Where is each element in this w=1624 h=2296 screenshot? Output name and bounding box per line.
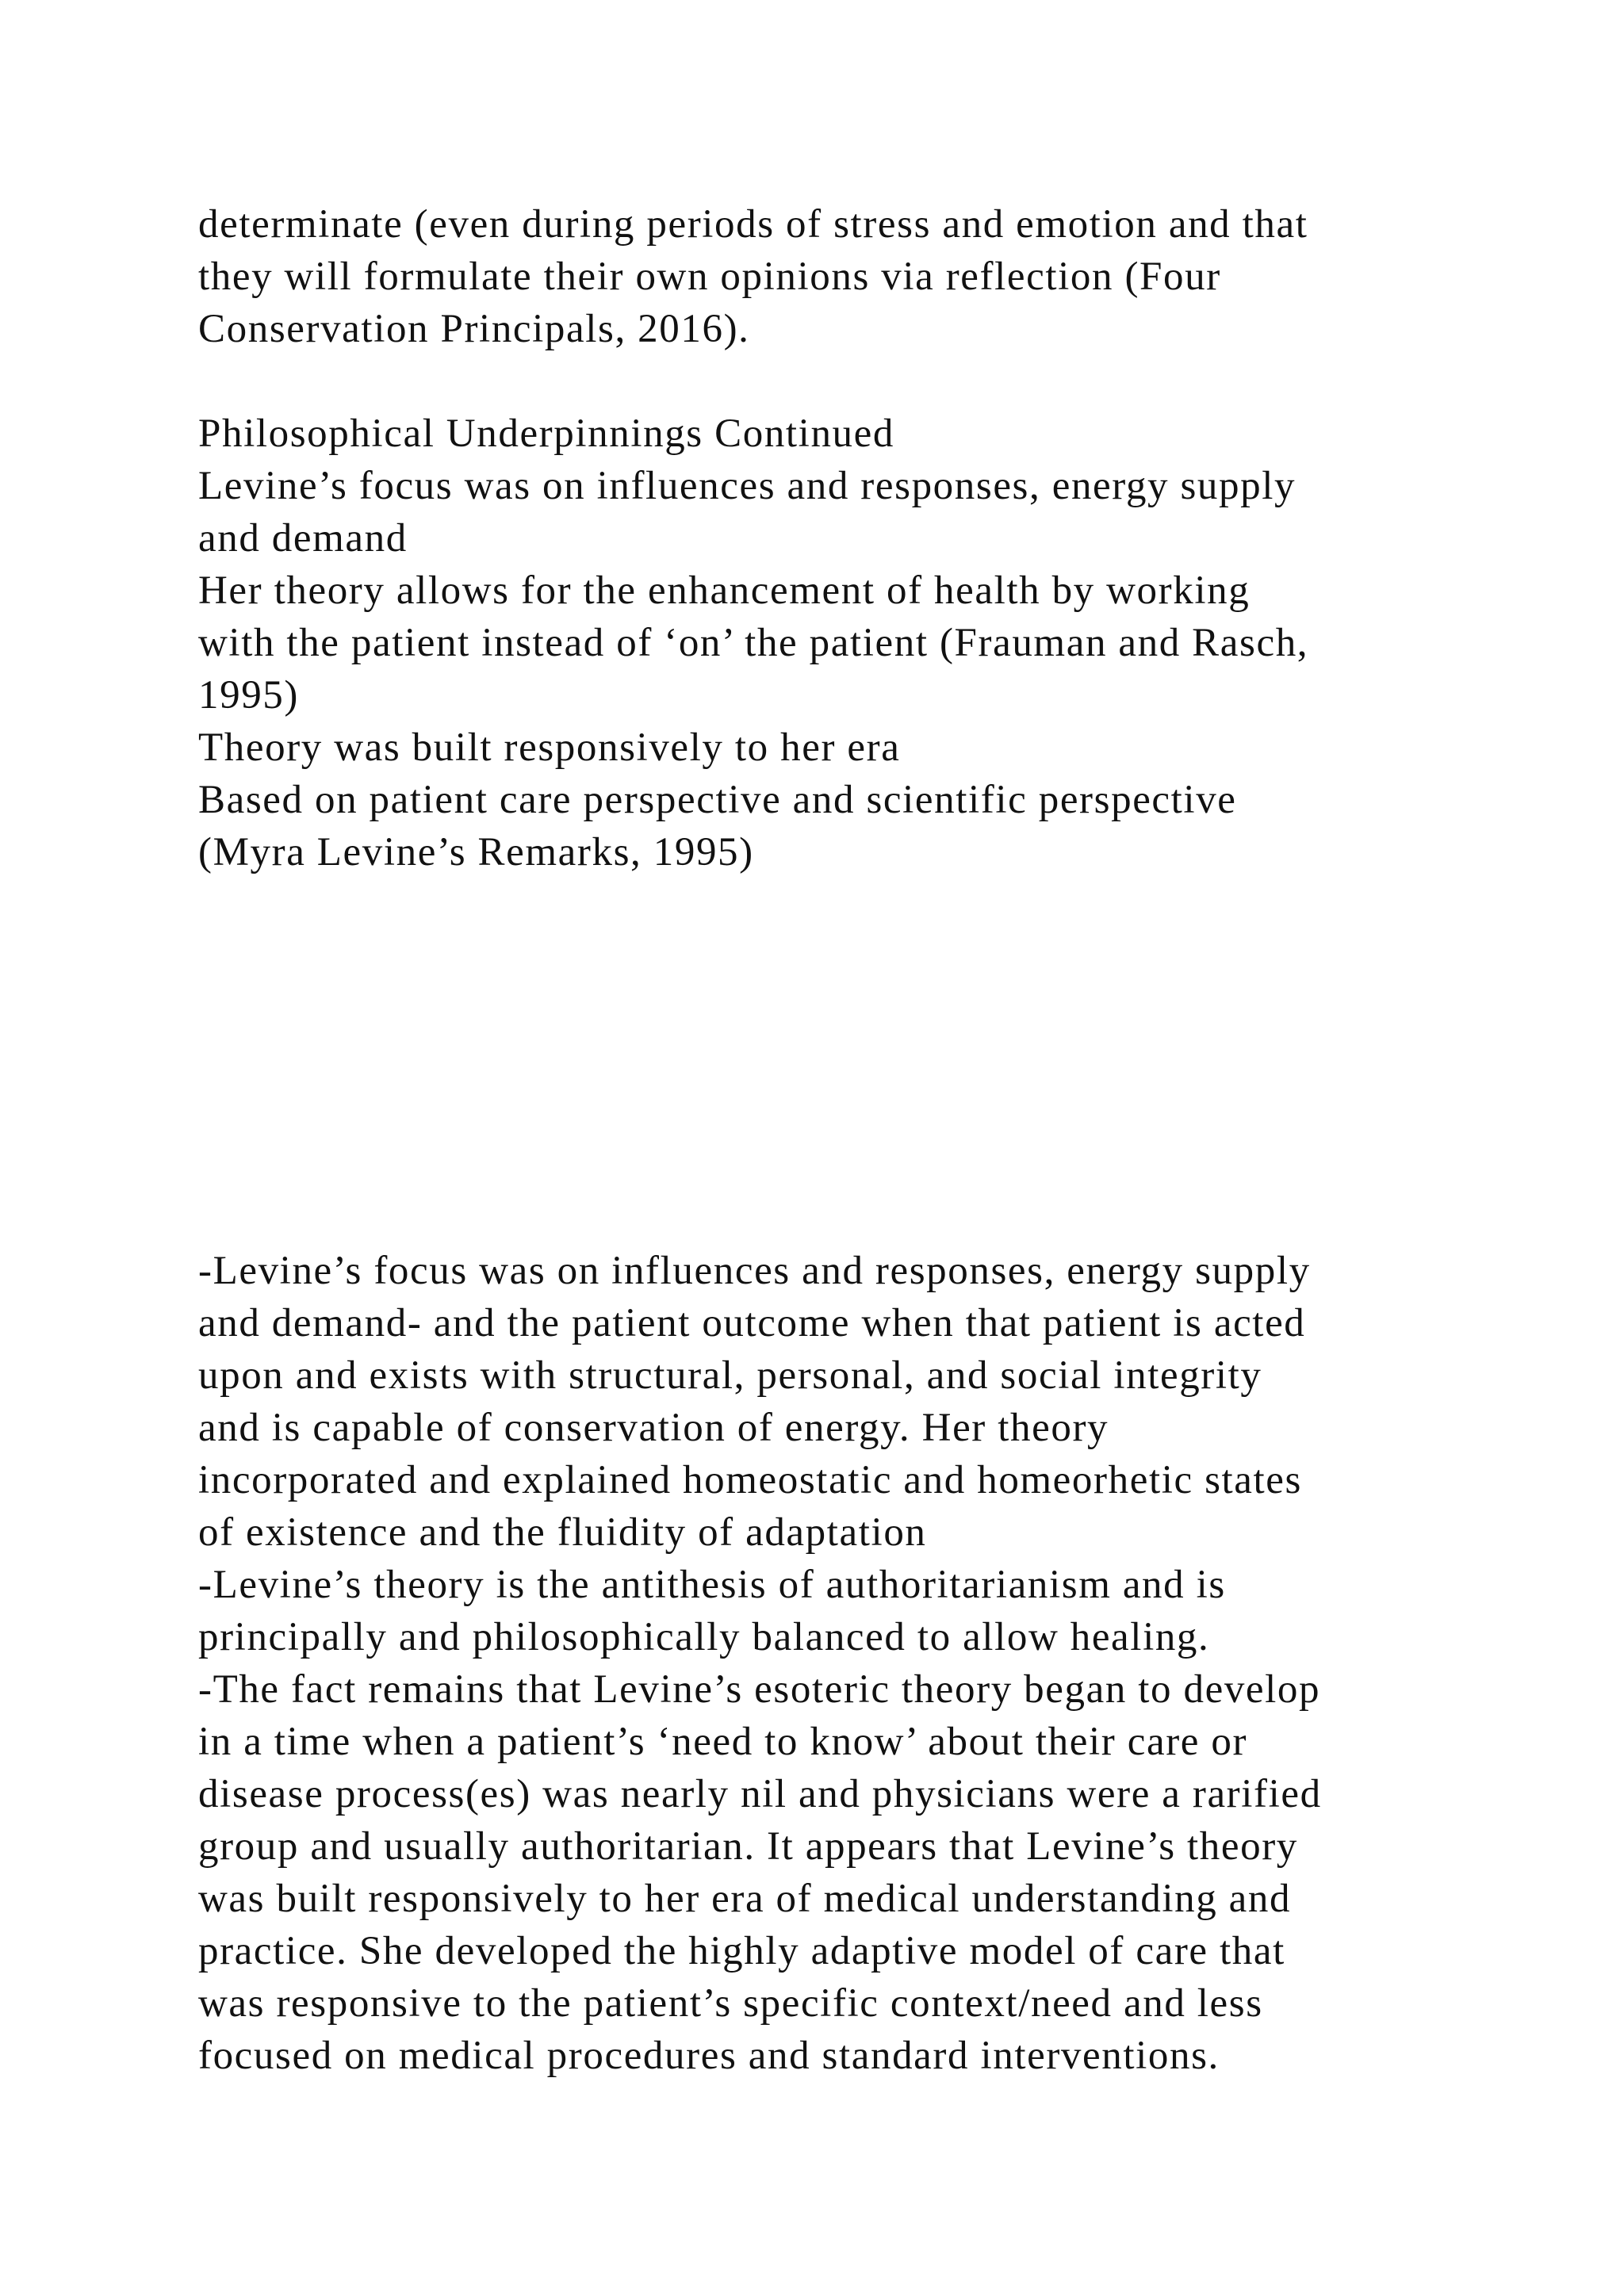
text-line: -Levine’s theory is the antithesis of authoritarianism and is xyxy=(198,1563,1226,1607)
text-line: Theory was built responsively to her era xyxy=(198,725,901,770)
text-line: and is capable of conservation of energy. Her theory xyxy=(198,1406,1109,1450)
text-line: Based on patient care perspective and scientific perspective xyxy=(198,778,1237,822)
text-line: (Myra Levine’s Remarks, 1995) xyxy=(198,830,754,874)
text-line: incorporated and explained homeostatic and homeorhetic states xyxy=(198,1458,1302,1502)
section-heading: Philosophical Underpinnings Continued xyxy=(198,411,894,456)
text-line: was responsive to the patient’s specific context/need and less xyxy=(198,1981,1263,2026)
text-line: principally and philosophically balanced to allow healing. xyxy=(198,1615,1210,1659)
text-line: group and usually authoritarian. It appears that Levine’s theory xyxy=(198,1824,1298,1869)
text-line: of existence and the fluidity of adaptation xyxy=(198,1510,927,1555)
text-line: Her theory allows for the enhancement of health by working xyxy=(198,568,1251,613)
text-line: determinate (even during periods of stress and emotion and that xyxy=(198,202,1308,247)
text-line: with the patient instead of ‘on’ the patient (Frauman and Rasch, xyxy=(198,621,1309,665)
text-line: 1995) xyxy=(198,673,299,718)
text-line: Levine’s focus was on influences and responses, energy supply xyxy=(198,464,1297,508)
text-line: and demand xyxy=(198,516,408,561)
text-line: -Levine’s focus was on influences and responses, energy supply xyxy=(198,1249,1311,1293)
text-line: upon and exists with structural, personal, and social integrity xyxy=(198,1353,1262,1398)
text-line: in a time when a patient’s ‘need to know’ about their care or xyxy=(198,1720,1248,1764)
text-line: -The fact remains that Levine’s esoteric theory began to develop xyxy=(198,1667,1321,1712)
text-line: and demand- and the patient outcome when that patient is acted xyxy=(198,1301,1306,1345)
text-line: disease process(es) was nearly nil and physicians were a rarified xyxy=(198,1772,1322,1816)
text-line: Conservation Principals, 2016). xyxy=(198,307,750,351)
text-line: practice. She developed the highly adaptive model of care that xyxy=(198,1929,1285,1973)
text-line: they will formulate their own opinions via reflection (Four xyxy=(198,254,1221,299)
text-line: was built responsively to her era of medical understanding and xyxy=(198,1877,1292,1921)
text-line: focused on medical procedures and standard interventions. xyxy=(198,2034,1220,2078)
